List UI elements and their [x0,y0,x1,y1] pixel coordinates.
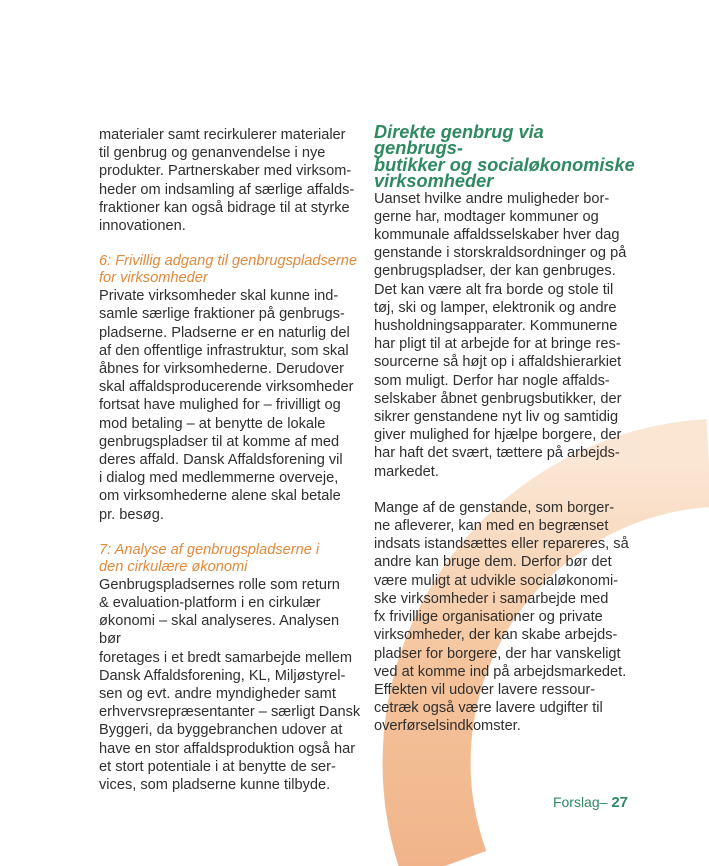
section-7-heading: 7: Analyse af genbrugspladserne i den cirkulære økonomi [99,541,320,575]
intro-paragraph: materialer samt recirkulerer materialer til genbrug og genanvendelse i nye produkter. Partnerskaber med virksom- heder om indsamling af særlige affalds- fraktioner kan også bidrage til at styrke innovationen. [99,127,355,235]
left-column [99,126,361,794]
section-7-body: Genbrugspladsernes rolle som return & evaluation-platform i en cirkulær økonomi – skal analyseres. Analysen bør foretages i et bredt samarbejde mellem Dansk Affaldsforening, KL, Miljøstyrel- sen og evt. andre myndigheder samt erhvervsrepræsentanter – særligt Dansk Byggeri, da byggebranchen udover at have en stor affaldsproduktion også har et stort potentiale i at benytte de ser- vices, som pladserne kunne tilbyde. [99,576,361,794]
section-6-body: Private virksomheder skal kunne ind- samle særlige fraktioner på genbrugs- pladserne. Pladserne er en naturlig del af den offentlige infrastruktur, som skal åbnes for virksomhederne. Derudover skal affaldsproducerende virksomheder fortsat have mulighed for – frivilligt og mod betaling – at benytte de lokale genbrugspladser til at komme af med deres affald. Dansk Affaldsforening vil i dialog med medlemmerne overveje, om virksomhederne alene skal betale pr. besøg. [99,288,354,523]
section-7 [99,542,361,794]
page-number: 27 [611,794,628,811]
right-paragraph-1: Uanset hvilke andre muligheder bor- gerne har, modtager kommuner og kommunale affaldsselskaber hver dag genstande i storskraldsordninger og på genbrugspladser, der kan genbruges. Det kan være alt fra borde og stole til tøj, ski og lamper, elektronik og andre husholdningsapparater. Kommunerne har pligt til at arbejde for at bringe res- sourcerne så højt op i affaldshierarkiet som muligt. Derfor har nogle affalds- selskaber åbnet genbrugsbutikker, der sikrer genstandene nyt liv og samtidig giver mulighed for hjælpe borgere, der har haft det svært, tættere på arbejds- markedet. [374,190,627,480]
footer-label: Forslag [552,794,600,810]
right-paragraph-2: Mange af de genstande, som borger- ne afleverer, kan med en begrænset indsats istandsættes eller repareres, så andre kan bruge dem. Derfor bør det være muligt at udvikle socialøkonomi- ske virksomheder i samarbejde med fx frivillige organisationer og private virksomheder, der kan skabe arbejds- pladser for borgere, der har vanskeligt ved at komme ind på arbejdsmarkedet. Effekten vil udover lavere ressour- cetræk også være lavere udgifter til overførselsindkomster. [374,499,629,735]
right-heading: Direkte genbrug via genbrugs- butikker og socialøkonomiske virksomheder [374,122,635,192]
right-column [374,124,636,736]
section-6 [99,253,361,524]
footer-separator: – [599,794,608,810]
page-footer [553,793,628,812]
section-6-heading: 6: Frivillig adgang til genbrugspladserne for virksomheder [99,253,357,287]
